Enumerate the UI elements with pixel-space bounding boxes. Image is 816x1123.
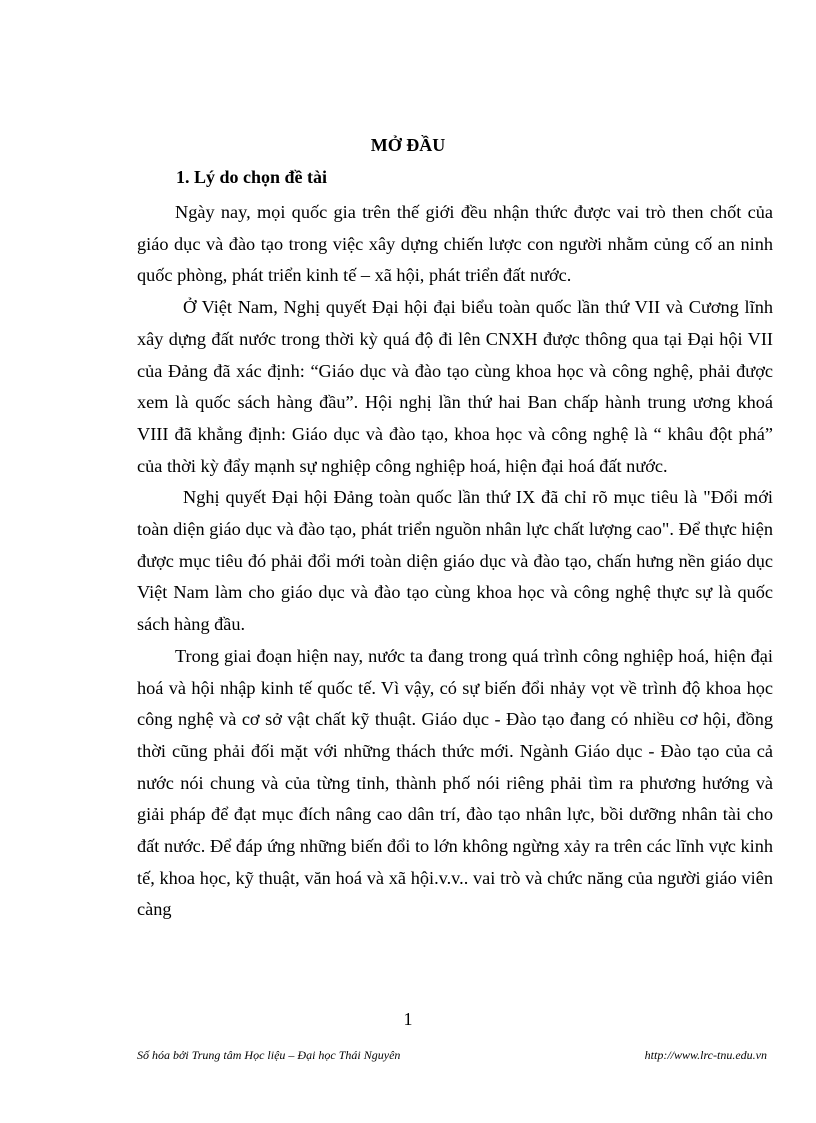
paragraph: Nghị quyết Đại hội Đảng toàn quốc lần thứ IX đã chỉ rõ mục tiêu là "Đổi mới toàn diện giáo dục và đào tạo, phát triển nguồn nhân lực chất lượng cao". Để thực hiện được mục tiêu đó phải đổi mới toàn diện giáo dục và đào tạo, chấn hưng nền giáo dục Việt Nam làm cho giáo dục và đào tạo cùng khoa học và công nghệ thực sự là quốc sách hàng đầu. [137, 487, 773, 635]
page-number: 1 [403, 1009, 413, 1029]
paragraph: Ở Việt Nam, Nghị quyết Đại hội đại biểu toàn quốc lần thứ VII và Cương lĩnh xây dựng đất nước trong thời kỳ quá độ đi lên CNXH được thông qua tại Đại hội VII của Đảng đã xác định: “Giáo dục và đào tạo cùng khoa học và công nghệ, phải được xem là quốc sách hàng đầu”. Hội nghị lần thứ hai Ban chấp hành trung ương khoá VIII đã khẳng định: Giáo dục và đào tạo, khoa học và công nghệ là “ khâu đột phá” của thời kỳ đẩy mạnh sự nghiệp công nghiệp hoá, hiện đại hoá đất nước. [137, 297, 773, 476]
document-title: MỞ ĐẦU [370, 135, 446, 155]
paragraph: Trong giai đoạn hiện nay, nước ta đang trong quá trình công nghiệp hoá, hiện đại hoá và hội nhập kinh tế quốc tế. Vì vậy, có sự biến đổi nhảy vọt về trình độ khoa học công nghệ và cơ sở vật chất kỹ thuật. Giáo dục - Đào tạo đang có nhiều cơ hội, đồng thời cũng phải đối mặt với những thách thức mới. Ngành Giáo dục - Đào tạo của cả nước nói chung và của từng tỉnh, thành phố nói riêng phải tìm ra phương hướng và giải pháp để đạt mục đích nâng cao dân trí, đào tạo nhân lực, bồi dưỡng nhân tài cho đất nước. Để đáp ứng những biến đổi to lớn không ngừng xảy ra trên các lĩnh vực kinh tế, khoa học, kỹ thuật, văn hoá và xã hội.v.v.. vai trò và chức năng của người giáo viên càng [137, 645, 773, 920]
section-heading: 1. Lý do chọn đề tài [176, 167, 328, 187]
footer-source: Số hóa bởi Trung tâm Học liệu – Đại học Thái Nguyên [137, 1048, 401, 1062]
footer-url-link[interactable]: http://www.lrc-tnu.edu.vn [644, 1048, 767, 1062]
footer [137, 1047, 767, 1063]
body-text [137, 197, 773, 926]
paragraph: Ngày nay, mọi quốc gia trên thế giới đều nhận thức được vai trò then chốt của giáo dục và đào tạo trong việc xây dựng chiến lược con người nhằm củng cố an ninh quốc phòng, phát triển kinh tế – xã hội, phát triển đất nước. [137, 202, 773, 286]
